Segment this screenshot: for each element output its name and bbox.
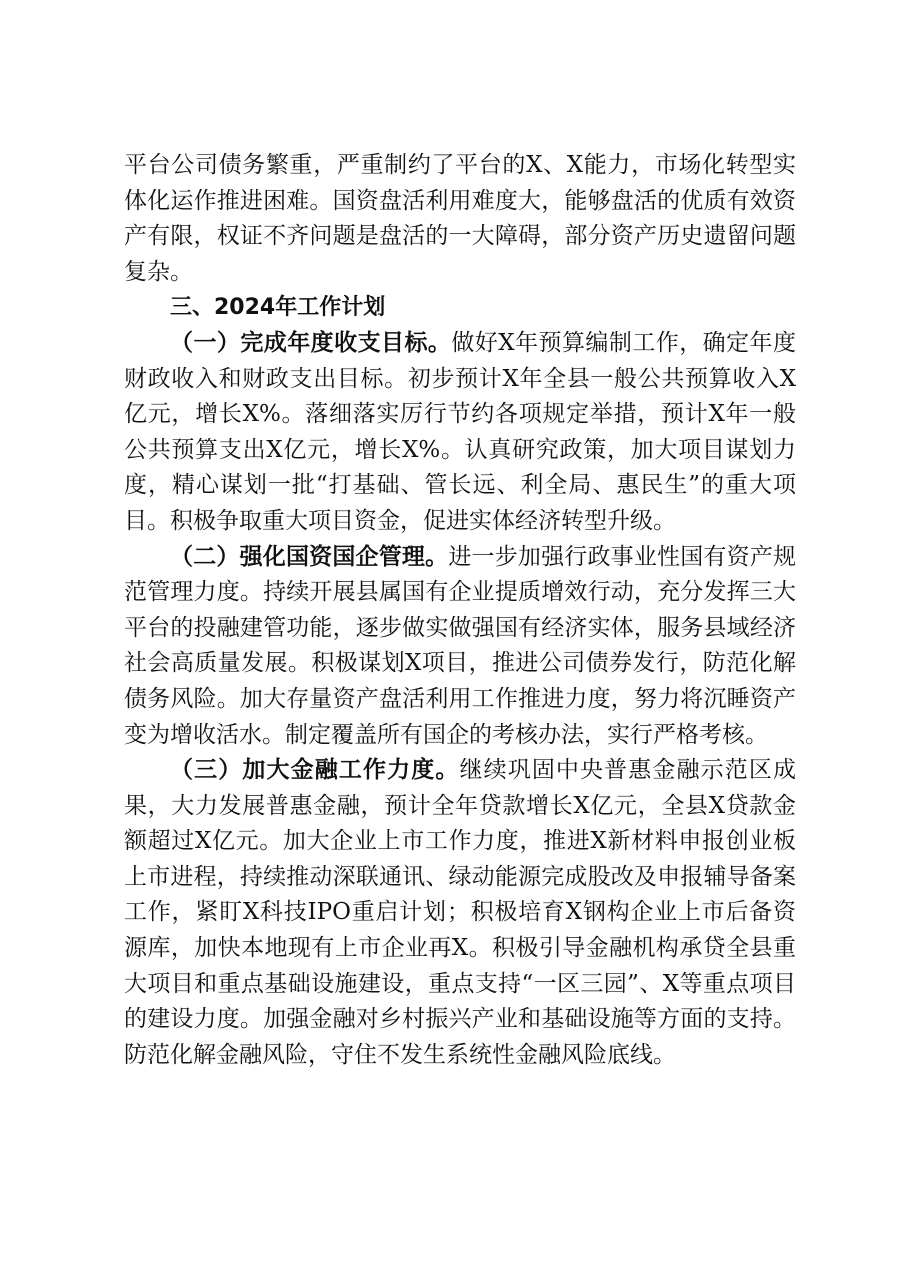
document-body xyxy=(124,148,796,1073)
section-heading xyxy=(124,290,796,326)
section-heading-text: 三、2024年工作计划 xyxy=(170,295,386,321)
plan-item-3 xyxy=(124,753,796,1073)
paragraph-continuation xyxy=(124,148,796,290)
plan-item-1 xyxy=(124,326,796,540)
paragraph-text: 平台公司债务繁重，严重制约了平台的X、X能力，市场化转型实体化运作推进困难。国资盘活利用难度大，能够盘活的优质有效资产有限，权证不齐问题是盘活的一大障碍，部分资产历史遗留问题复杂。 xyxy=(124,152,796,285)
plan-item-lead: （一）完成年度收支目标。 xyxy=(170,329,452,356)
plan-item-text: 做好X年预算编制工作，确定年度财政收入和财政支出目标。初步预计X年全县一般公共预算收入X亿元，增长X%。落细落实厉行节约各项规定举措，预计X年一般公共预算支出X亿元，增长X%。认真研究政策，加大项目谋划力度，精心谋划一批“打基础、管长远、利全局、惠民生”的重大项目。积极争取重大项目资金，促进实体经济转型升级。 xyxy=(124,329,797,534)
plan-item-text: 进一步加强行政事业性国有资产规范管理力度。持续开展县属国有企业提质增效行动，充分发挥三大平台的投融建管功能，逐步做实做强国有经济实体，服务县域经济社会高质量发展。积极谋划X项目，推进公司债券发行，防范化解债务风险。加大存量资产盘活利用工作推进力度，努力将沉睡资产变为增收活水。制定覆盖所有国企的考核办法，实行严格考核。 xyxy=(124,543,797,748)
plan-item-text: 继续巩固中央普惠金融示范区成果，大力发展普惠金融，预计全年贷款增长X亿元，全县X贷款金额超过X亿元。加大企业上市工作力度，推进X新材料申报创业板上市进程，持续推动深联通讯、绿动能源完成股改及申报辅导备案工作，紧盯X科技IPO重启计划；积极培育X钢构企业上市后备资源库，加快本地现有上市企业再X。积极引导金融机构承贷全县重大项目和重点基础设施建设，重点支持“一区三园”、X等重点项目的建设力度。加强金融对乡村振兴产业和基础设施等方面的支持。防范化解金融风险，守住不发生系统性金融风险底线。 xyxy=(124,757,797,1068)
plan-item-lead: （二）强化国资国企管理。 xyxy=(170,543,449,570)
plan-item-2 xyxy=(124,540,796,754)
plan-item-lead: （三）加大金融工作力度。 xyxy=(170,757,460,784)
